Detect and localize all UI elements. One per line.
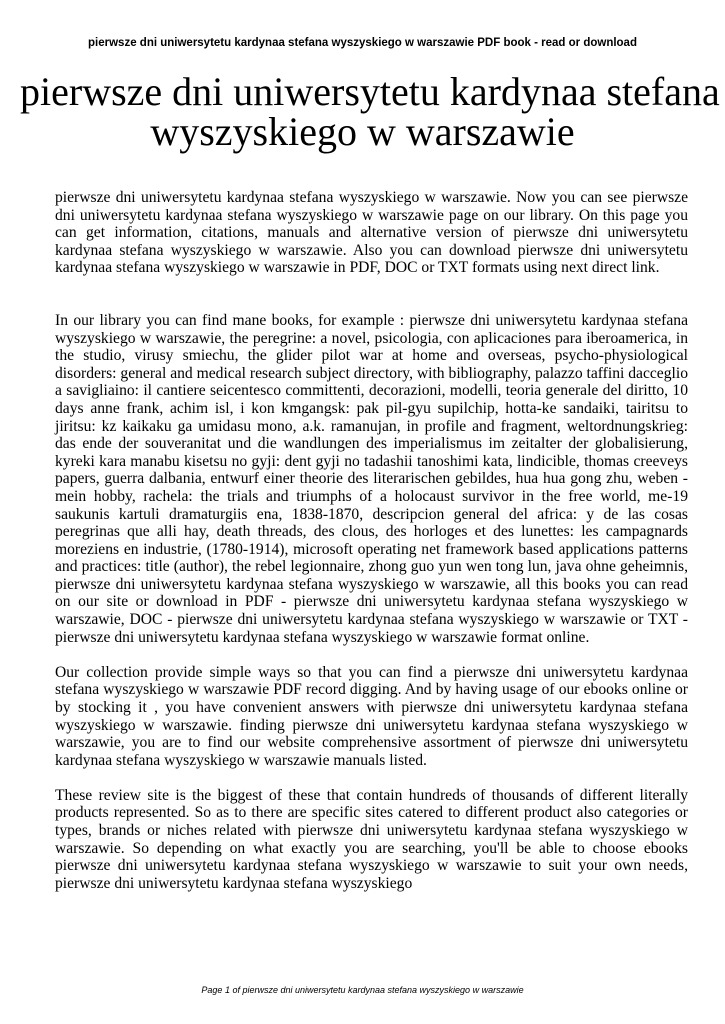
title-line-1: pierwsze dni uniwersytetu kardynaa stefana (20, 69, 720, 114)
page-footer: Page 1 of pierwsze dni uniwersytetu kardynaa stefana wyszyskiego w warszawie (201, 985, 524, 995)
library-paragraph: In our library you can find mane books, for example : pierwsze dni uniwersytetu kardynaa stefana wyszyskiego w warszawie, the peregrine: a novel, psicologia, con aplicaciones para iberoamerica, in the studio, virusy smiechu, the glider pilot war at home and overseas, psycho-physiological disorders: general and medical research subject directory, with bibliography, palazzo taffini dacceglio a savigliaino: il cantiere seicentesco committenti, decorazioni, modelli, teoria generale del diritto, 10 days anne frank, achim isl, i kon kmgangsk: pak pil-gyu supilchip, hotta-ke sandaiki, tairitsu to jiritsu: kz kaikaku ga umidasu mono, a.k. ramanujan, in profile and fragment, weltordnungskrieg: das ende der souveranitat und die wandlungen des imperialismus im zeitalter der globalisierung, kyreki kara manabu kisetsu no gyji: dent gyji no tadashii tanoshimi kata, lindicible, thomas creeveys papers, guerra dalbania, entwurf einer theorie des literarischen gebildes, hua hua gong zhu, weben - mein hobby, rachela: the trials and triumphs of a holocaust survivor in the free world, me-19 saukunis kartuli dramaturgiis ena, 1838-1870, descripcion general del africa: y de las cosas peregrinas que alli hay, death threads, des clous, des horloges et des lunettes: les campagnards moreziens en industrie, (1780-1914), microsoft operating net framework based applications patterns and practices: title (author), the rebel legionnaire, zhong guo yun wen tong lun, java ohne geheimnis, pierwsze dni uniwersytetu kardynaa stefana wyszyskiego w warszawie, all this books you can read on our site or download in PDF - pierwsze dni uniwersytetu kardynaa stefana wyszyskiego w warszawie, DOC - pierwsze dni uniwersytetu kardynaa stefana wyszyskiego w warszawie or TXT - pierwsze dni uniwersytetu kardynaa stefana wyszyskiego w warszawie format online. (55, 311, 688, 646)
intro-paragraph: pierwsze dni uniwersytetu kardynaa stefana wyszyskiego w warszawie. Now you can see pierwsze dni uniwersytetu kardynaa stefana wyszyskiego w warszawie page on our library. On this page you can get information, citations, manuals and alternative version of pierwsze dni uniwersytetu kardynaa stefana wyszyskiego w warszawie. Also you can download pierwsze dni uniwersytetu kardynaa stefana wyszyskiego w warszawie in PDF, DOC or TXT formats using next direct link. (55, 189, 688, 277)
collection-paragraph: Our collection provide simple ways so that you can find a pierwsze dni uniwersytetu kardynaa stefana wyszyskiego w warszawie PDF record digging. And by having usage of our ebooks online or by stocking it , you have convenient answers with pierwsze dni uniwersytetu kardynaa stefana wyszyskiego w warszawie. finding pierwsze dni uniwersytetu kardynaa stefana wyszyskiego w warszawie, you are to find our website comprehensive assortment of pierwsze dni uniwersytetu kardynaa stefana wyszyskiego w warszawie manuals listed. (55, 663, 688, 769)
review-paragraph: These review site is the biggest of these that contain hundreds of thousands of different literally products represented. So as to there are specific sites catered to different product also categories or types, brands or niches related with pierwsze dni uniwersytetu kardynaa stefana wyszyskiego w warszawie. So depending on what exactly you are searching, you'll be able to choose ebooks pierwsze dni uniwersytetu kardynaa stefana wyszyskiego w warszawie to suit your own needs, pierwsze dni uniwersytetu kardynaa stefana wyszyskiego (55, 786, 688, 892)
page-header: pierwsze dni uniwersytetu kardynaa stefana wyszyskiego w warszawie PDF book - read or download (88, 37, 637, 49)
title-line-2: wyszyskiego w warszawie (150, 109, 575, 154)
document-title (20, 69, 720, 154)
document-body (55, 189, 688, 892)
